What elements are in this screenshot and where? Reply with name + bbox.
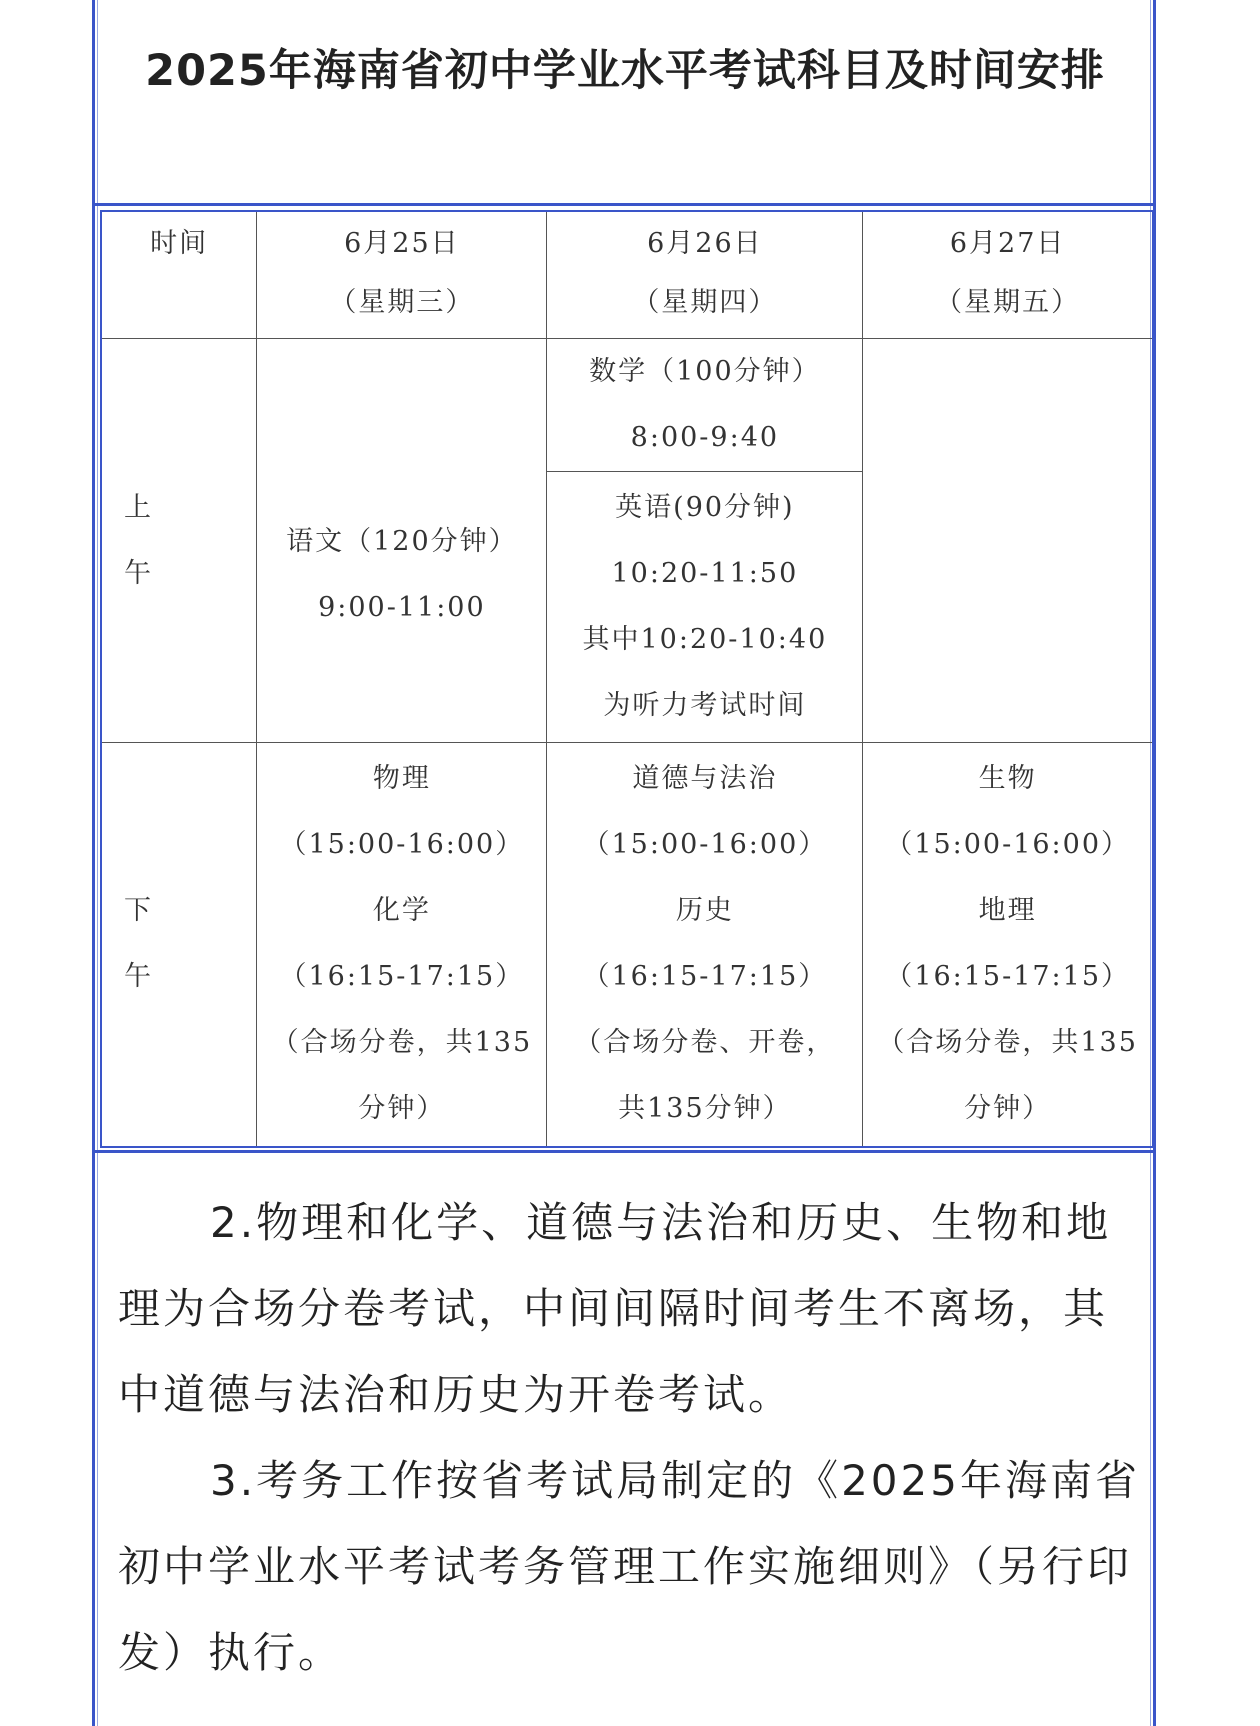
- header-day3-date: 6月27日: [949, 228, 1066, 259]
- page-title: 2025年海南省初中学业水平考试科目及时间安排: [145, 46, 1105, 96]
- morning-day2-english-cell: [547, 472, 863, 742]
- table-divider: [92, 1150, 1156, 1153]
- header-day1-date: 6月25日: [344, 228, 460, 259]
- morning-label: 上午: [124, 491, 191, 589]
- header-day3-weekday: （星期五）: [935, 287, 1081, 318]
- day3-note-line1: （合场分卷，共135: [877, 1027, 1138, 1059]
- biology-subject: 生物: [978, 763, 1037, 795]
- header-day3-cell: [863, 211, 1153, 339]
- header-day2-cell: [547, 211, 863, 339]
- chemistry-subject: 化学: [372, 895, 431, 927]
- day2-note-line2: 共135分钟）: [618, 1093, 792, 1125]
- history-subject: 历史: [675, 895, 734, 927]
- table-header-row: [101, 211, 1153, 339]
- physics-subject: 物理: [372, 763, 431, 795]
- afternoon-day1-cell: [257, 742, 547, 1147]
- header-day1-weekday: （星期三）: [329, 287, 475, 318]
- geography-time: （16:15-17:15）: [885, 961, 1131, 993]
- afternoon-label: 下午: [124, 895, 191, 993]
- math-subject: 数学（100分钟）: [589, 356, 821, 388]
- header-day1-cell: [257, 211, 547, 339]
- morality-law-subject: 道德与法治: [632, 763, 778, 795]
- exam-schedule-table: [100, 210, 1154, 1148]
- paragraph-item-3: 3.考务工作按省考试局制定的《2025年海南省初中学业水平考试考务管理工作实施细则》（另行印发）执行。: [118, 1456, 1140, 1677]
- biology-time: （15:00-16:00）: [885, 829, 1131, 861]
- afternoon-label-cell: [101, 742, 257, 1147]
- paragraph-item-2: 2.物理和化学、道德与法治和历史、生物和地理为合场分卷考试，中间间隔时间考生不离场，其中道德与法治和历史为开卷考试。: [118, 1198, 1112, 1419]
- day3-note-line2: 分钟）: [964, 1093, 1052, 1125]
- english-note-line1: 其中10:20-10:40: [582, 624, 828, 656]
- afternoon-row: [101, 742, 1153, 1147]
- morning-day2-math-cell: [547, 339, 863, 472]
- header-time-cell: [101, 211, 257, 339]
- english-subject: 英语(90分钟): [615, 492, 795, 524]
- day1-note-line2: 分钟）: [358, 1093, 446, 1125]
- english-note-line2: 为听力考试时间: [603, 690, 807, 722]
- day2-note-line1: （合场分卷、开卷，: [574, 1027, 836, 1059]
- physics-time: （15:00-16:00）: [279, 829, 525, 861]
- chinese-time: 9:00-11:00: [318, 592, 486, 624]
- history-time: （16:15-17:15）: [582, 961, 828, 993]
- morning-label-cell: [101, 339, 257, 743]
- header-day2-weekday: （星期四）: [632, 287, 778, 318]
- morality-law-time: （15:00-16:00）: [582, 829, 828, 861]
- morning-day1-cell: [257, 339, 547, 743]
- header-time-label: 时间: [150, 228, 209, 259]
- english-time: 10:20-11:50: [611, 558, 799, 590]
- math-time: 8:00-9:40: [630, 422, 780, 454]
- title-divider: [92, 203, 1156, 206]
- chinese-subject: 语文（120分钟）: [286, 526, 518, 558]
- header-day2-date: 6月26日: [647, 228, 763, 259]
- geography-subject: 地理: [978, 895, 1037, 927]
- chemistry-time: （16:15-17:15）: [279, 961, 525, 993]
- morning-day3-cell: [863, 339, 1153, 743]
- day1-note-line1: （合场分卷，共135: [271, 1027, 533, 1059]
- morning-row-1: [101, 339, 1153, 472]
- afternoon-day3-cell: [863, 742, 1153, 1147]
- afternoon-day2-cell: [547, 742, 863, 1147]
